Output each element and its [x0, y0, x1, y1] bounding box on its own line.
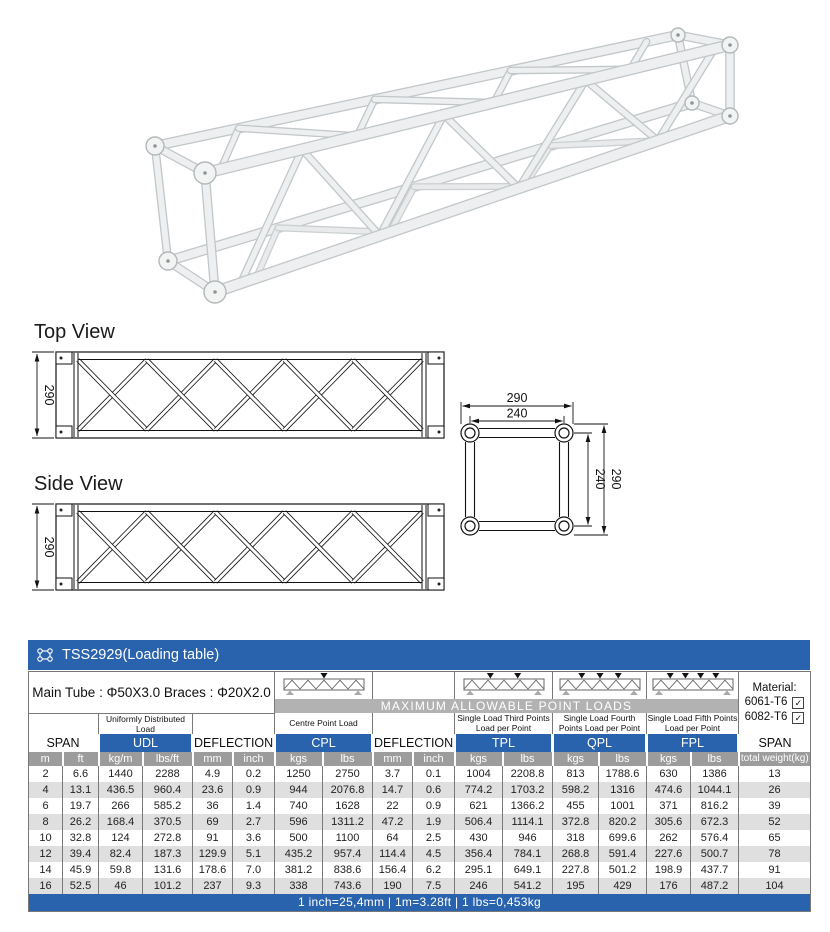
table-cell: 4: [42, 783, 49, 796]
unit-header: lbs: [323, 752, 373, 766]
column-group-span-weight: SPAN: [739, 734, 811, 752]
load-description-qpl: Single Load Fourth Points Load per Point: [553, 713, 647, 734]
column-group-fpl: FPL: [647, 734, 739, 752]
table-cell: 436.5: [99, 782, 143, 798]
table-cell: 78: [739, 846, 811, 862]
table-cell: 0.1: [413, 766, 455, 782]
cross-section-outer-width-dim: 290: [506, 391, 528, 405]
unit-header: kg/m: [99, 752, 143, 766]
table-cell: 262: [647, 830, 691, 846]
cross-section-inner-height-dim: 240: [593, 468, 607, 490]
table-title: TSS2929(Loading table): [62, 647, 220, 663]
table-cell: 156.4: [373, 862, 413, 878]
empty-header-cell: [373, 672, 455, 700]
table-cell: 784.1: [503, 846, 553, 862]
table-cell: 13.1: [63, 782, 99, 798]
unit-header: inch: [233, 752, 275, 766]
unit-header: kgs: [455, 752, 503, 766]
cross-section-inner-width-dim: 240: [506, 406, 528, 421]
material-option-6061: 6061-T6 ✓: [739, 696, 810, 709]
table-cell: 430: [455, 830, 503, 846]
table-cell: 168.4: [99, 814, 143, 830]
material-checkbox: ✓: [792, 712, 804, 724]
table-cell: 774.2: [455, 782, 503, 798]
tpl-load-icon: [462, 672, 546, 696]
table-cell: 237: [193, 878, 233, 894]
column-group-deflection: DEFLECTION: [194, 735, 274, 750]
column-group-udl: UDL: [99, 734, 193, 752]
fpl-load-icon: [651, 672, 735, 696]
table-cell: 699.6: [599, 830, 647, 846]
table-cell: 1114.1: [503, 814, 553, 830]
table-row: [29, 766, 811, 782]
table-cell: 23.6: [193, 782, 233, 798]
table-cell: 371: [647, 798, 691, 814]
unit-header: mm: [193, 752, 233, 766]
side-view-label: Side View: [34, 473, 123, 495]
table-cell: 0.6: [413, 782, 455, 798]
table-cell: 3.7: [373, 766, 413, 782]
loading-table: [28, 671, 811, 912]
column-group-span: SPAN: [29, 734, 99, 752]
table-row: [29, 846, 811, 862]
unit-header: kgs: [553, 752, 599, 766]
table-cell: 8: [42, 815, 49, 828]
table-cell: 649.1: [503, 862, 553, 878]
load-description-tpl: Single Load Third Points Load per Point: [455, 713, 553, 734]
table-cell: 1004: [455, 766, 503, 782]
table-cell: 114.4: [373, 846, 413, 862]
table-cell: 596: [275, 814, 323, 830]
table-cell: 2208.8: [503, 766, 553, 782]
table-cell: 437.7: [691, 862, 739, 878]
table-cell: 2288: [143, 766, 193, 782]
table-cell: 429: [599, 878, 647, 894]
table-cell: 295.1: [455, 862, 503, 878]
table-cell: 6.6: [63, 766, 99, 782]
table-cell: 1386: [691, 766, 739, 782]
table-cell: 129.9: [193, 846, 233, 862]
table-cell: 6.2: [413, 862, 455, 878]
table-cell: 272.8: [143, 830, 193, 846]
table-cell: 227.6: [647, 846, 691, 862]
table-cell: 1703.2: [503, 782, 553, 798]
table-cell: 69: [193, 814, 233, 830]
unit-header: mm: [373, 752, 413, 766]
table-cell: 2.7: [233, 814, 275, 830]
table-cell: 198.9: [647, 862, 691, 878]
table-cell: 1.9: [413, 814, 455, 830]
conversion-note: 1 inch=25,4mm | 1m=3.28ft | 1 lbs=0,453kg: [29, 894, 811, 912]
table-cell: 960.4: [143, 782, 193, 798]
table-cell: 52.5: [63, 878, 99, 894]
table-cell: 52: [739, 814, 811, 830]
load-description-cpl: Centre Point Load: [275, 713, 373, 734]
table-cell: 305.6: [647, 814, 691, 830]
table-cell: 59.8: [99, 862, 143, 878]
top-view: [28, 310, 452, 444]
table-cell: 14.7: [373, 782, 413, 798]
table-cell: 91: [739, 862, 811, 878]
table-cell: 576.4: [691, 830, 739, 846]
load-description-fpl: Single Load Fifth Points Load per Point: [647, 713, 738, 734]
unit-header: m: [29, 752, 63, 766]
column-group-cpl: CPL: [275, 734, 373, 752]
table-cell: 500.7: [691, 846, 739, 862]
table-cell: 2750: [323, 766, 373, 782]
table-cell: 0.9: [413, 798, 455, 814]
table-cell: 435.2: [275, 846, 323, 862]
empty-desc-cell: [29, 713, 99, 734]
table-cell: 1788.6: [599, 766, 647, 782]
table-cell: 266: [99, 798, 143, 814]
table-cell: 19.7: [63, 798, 99, 814]
table-cell: 246: [455, 878, 503, 894]
table-cell: 91: [193, 830, 233, 846]
table-cell: 816.2: [691, 798, 739, 814]
table-body: [29, 766, 811, 894]
table-cell: 3.6: [233, 830, 275, 846]
table-cell: 356.4: [455, 846, 503, 862]
table-cell: 9.3: [233, 878, 275, 894]
table-row: [29, 862, 811, 878]
truss-section-icon: [36, 647, 54, 663]
table-cell: 501.2: [599, 862, 647, 878]
table-row: [29, 798, 811, 814]
table-row: [29, 830, 811, 846]
table-cell: 506.4: [455, 814, 503, 830]
table-cell: 1.4: [233, 798, 275, 814]
table-cell: 944: [275, 782, 323, 798]
table-cell: 957.4: [323, 846, 373, 862]
unit-header: ft: [63, 752, 99, 766]
table-cell: 101.2: [143, 878, 193, 894]
table-cell: 487.2: [691, 878, 739, 894]
table-cell: 1250: [275, 766, 323, 782]
table-cell: 838.6: [323, 862, 373, 878]
table-cell: 2.5: [413, 830, 455, 846]
table-cell: 1316: [599, 782, 647, 798]
table-cell: 13: [739, 766, 811, 782]
material-option-6082: 6082-T6 ✓: [739, 711, 810, 724]
unit-header: kgs: [275, 752, 323, 766]
table-cell: 1366.2: [503, 798, 553, 814]
top-view-label: Top View: [34, 321, 115, 343]
unit-header: total weight(kg): [739, 752, 811, 766]
unit-header: kgs: [647, 752, 691, 766]
table-cell: 318: [553, 830, 599, 846]
table-cell: 7.5: [413, 878, 455, 894]
table-cell: 541.2: [503, 878, 553, 894]
truss-3d-drawing: [146, 28, 738, 303]
table-cell: 1100: [323, 830, 373, 846]
table-cell: 227.8: [553, 862, 599, 878]
qpl-load-icon: [558, 672, 642, 696]
table-cell: 14: [39, 863, 52, 876]
column-group-qpl: QPL: [553, 734, 647, 752]
truss-3d-image: [120, 2, 750, 307]
table-cell: 7.0: [233, 862, 275, 878]
table-cell: 82.4: [99, 846, 143, 862]
table-row: [29, 878, 811, 894]
table-cell: 585.2: [143, 798, 193, 814]
table-cell: 4.9: [193, 766, 233, 782]
empty-desc-cell: [373, 713, 455, 734]
table-cell: 4.5: [413, 846, 455, 862]
table-cell: 672.3: [691, 814, 739, 830]
table-cell: 1311.2: [323, 814, 373, 830]
table-cell: 26.2: [63, 814, 99, 830]
table-cell: 65: [739, 830, 811, 846]
table-cell: 47.2: [373, 814, 413, 830]
table-cell: 268.8: [553, 846, 599, 862]
cross-section-outer-height-dim: 290: [609, 468, 623, 490]
unit-header: lbs: [503, 752, 553, 766]
table-cell: 131.6: [143, 862, 193, 878]
table-cell: 46: [99, 878, 143, 894]
load-description-udl: Uniformly Distributed Load: [99, 713, 193, 734]
table-cell: 178.6: [193, 862, 233, 878]
table-cell: 338: [275, 878, 323, 894]
material-checkbox: ✓: [792, 697, 804, 709]
top-view-drawing: [56, 352, 444, 438]
table-cell: 12: [39, 847, 52, 860]
column-group-deflection: DEFLECTION: [374, 735, 454, 750]
empty-desc-cell: [193, 713, 275, 734]
table-cell: 1440: [99, 766, 143, 782]
table-cell: 187.3: [143, 846, 193, 862]
top-view-height-dim: 290: [42, 384, 56, 406]
table-cell: 813: [553, 766, 599, 782]
material-label: Material:: [752, 681, 797, 694]
table-cell: 1628: [323, 798, 373, 814]
table-cell: 1044.1: [691, 782, 739, 798]
table-cell: 946: [503, 830, 553, 846]
table-cell: 820.2: [599, 814, 647, 830]
table-cell: 36: [193, 798, 233, 814]
table-cell: 6: [42, 799, 49, 812]
table-cell: 381.2: [275, 862, 323, 878]
side-view-height-dim: 290: [42, 536, 56, 558]
table-cell: 370.5: [143, 814, 193, 830]
cpl-load-icon: [282, 672, 366, 696]
units-row: [29, 752, 811, 766]
unit-header: lbs: [599, 752, 647, 766]
unit-header: lbs/ft: [143, 752, 193, 766]
table-cell: 500: [275, 830, 323, 846]
table-cell: 1001: [599, 798, 647, 814]
table-cell: 16: [39, 879, 52, 892]
table-cell: 0.2: [233, 766, 275, 782]
material-cell: [739, 672, 811, 734]
table-cell: 22: [373, 798, 413, 814]
table-cell: 455: [553, 798, 599, 814]
unit-header: lbs: [691, 752, 739, 766]
table-cell: 2076.8: [323, 782, 373, 798]
table-cell: 124: [99, 830, 143, 846]
table-cell: 0.9: [233, 782, 275, 798]
table-cell: 45.9: [63, 862, 99, 878]
table-cell: 591.4: [599, 846, 647, 862]
table-cell: 372.8: [553, 814, 599, 830]
table-cell: 190: [373, 878, 413, 894]
table-cell: 740: [275, 798, 323, 814]
table-cell: 598.2: [553, 782, 599, 798]
table-cell: 39.4: [63, 846, 99, 862]
table-cell: 2: [42, 767, 49, 780]
side-view: [28, 462, 452, 596]
table-cell: 195: [553, 878, 599, 894]
tube-spec-text: Main Tube : Φ50X3.0 Braces : Φ20X2.0: [29, 672, 275, 714]
table-cell: 5.1: [233, 846, 275, 862]
table-cell: 176: [647, 878, 691, 894]
table-cell: 26: [739, 782, 811, 798]
table-cell: 64: [373, 830, 413, 846]
unit-header: inch: [413, 752, 455, 766]
table-cell: 39: [739, 798, 811, 814]
side-view-drawing: [56, 504, 444, 590]
table-row: [29, 814, 811, 830]
table-cell: 630: [647, 766, 691, 782]
column-group-tpl: TPL: [455, 734, 553, 752]
table-cell: 32.8: [63, 830, 99, 846]
table-cell: 104: [739, 878, 811, 894]
table-title-bar: [28, 640, 810, 670]
table-cell: 743.6: [323, 878, 373, 894]
table-cell: 621: [455, 798, 503, 814]
table-cell: 10: [39, 831, 52, 844]
cross-section-diagram: [438, 366, 653, 566]
table-cell: 474.6: [647, 782, 691, 798]
loading-table-section: [28, 640, 810, 912]
table-row: [29, 782, 811, 798]
max-loads-banner: MAXIMUM ALLOWABLE POINT LOADS: [275, 699, 739, 713]
